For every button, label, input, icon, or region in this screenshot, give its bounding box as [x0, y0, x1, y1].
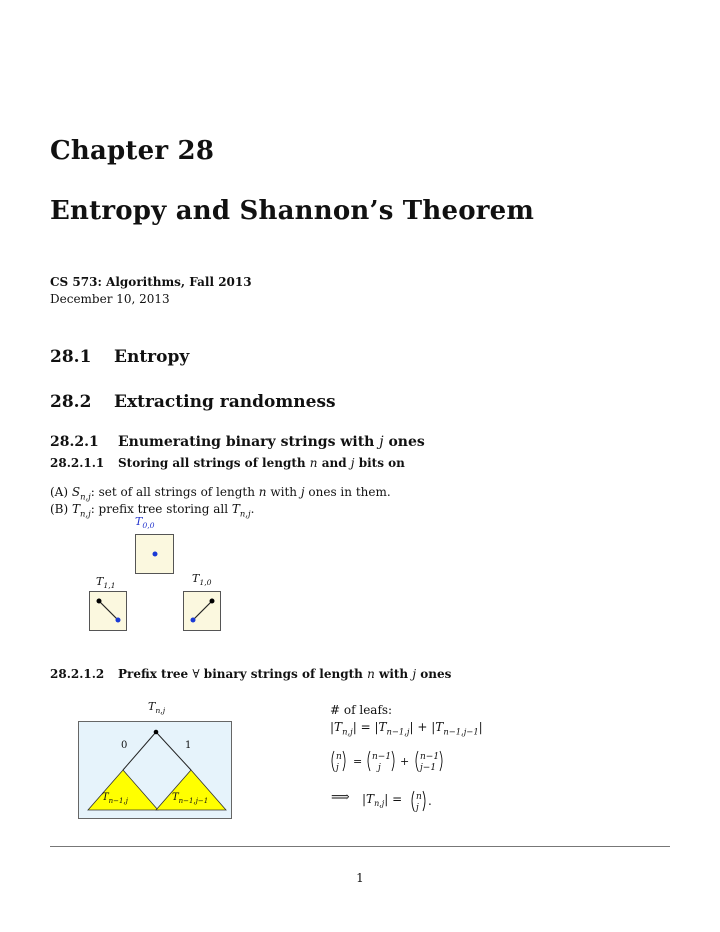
math-subscript: n,j [155, 706, 166, 716]
subtree-left-label [102, 792, 128, 805]
math-subscript: n,j [80, 508, 91, 519]
svg-text:.: . [428, 794, 432, 808]
edge-label-1: 1 [185, 740, 192, 751]
edge-label-0: 0 [121, 740, 128, 751]
page-number: 1 [356, 871, 364, 885]
math-var: T [192, 572, 200, 585]
tree-edge-0 [123, 732, 156, 770]
math-var: j [350, 456, 355, 470]
math-subscript: n,j [80, 491, 91, 502]
binomial-identity [330, 748, 460, 782]
section-number: 28.1 [50, 347, 92, 367]
heading-text: bits on [358, 456, 405, 470]
math-subscript: 0,0 [142, 521, 155, 531]
math-var: T [135, 515, 143, 528]
math-var: T [72, 502, 81, 516]
math-var: T [231, 502, 240, 516]
math-subscript: n−1,j−1 [178, 797, 209, 805]
math-var: T [96, 575, 104, 588]
svg-text:j: j [416, 803, 419, 813]
node-dot [97, 599, 102, 604]
heading-text: with [378, 667, 409, 681]
tree-label-t11 [96, 575, 116, 590]
svg-text:+: + [400, 755, 410, 768]
tree-label-t10 [192, 572, 212, 587]
math-var: j [412, 667, 417, 681]
tree-label-t00 [135, 515, 155, 530]
math-var: n [309, 456, 318, 470]
svg-text:n: n [336, 752, 342, 762]
math-subscript: 1,1 [103, 581, 116, 591]
math-var: n [367, 667, 375, 681]
footer-rule [50, 846, 670, 847]
chapter-label: Chapter 28 [50, 136, 215, 166]
tree-box-t11 [89, 591, 127, 631]
math-subscript: n−1,j [108, 797, 128, 805]
tree-edge [193, 601, 212, 620]
math-subscript: n,j [239, 508, 251, 519]
svg-text:n−1: n−1 [372, 752, 392, 762]
section-28-2 [50, 392, 336, 412]
prefix-tree-label [148, 700, 165, 715]
section-28-1 [50, 347, 189, 367]
node-dot [153, 552, 158, 557]
math-var: T [172, 792, 179, 803]
subsection-title-part: ones [388, 434, 425, 450]
section-title: Extracting randomness [114, 392, 336, 412]
list-text: : prefix tree storing all [90, 502, 229, 516]
list-item-a [50, 485, 391, 501]
heading-text: Prefix tree [118, 667, 189, 681]
math-subscript: 1,0 [199, 578, 212, 588]
node-dot [210, 599, 215, 604]
subsubsection-number: 28.2.1.1 [50, 456, 105, 470]
math-var: j [300, 485, 305, 499]
implies-symbol: ⟹ [331, 790, 350, 805]
subsubsection-28-2-1-1 [50, 456, 405, 470]
list-text: : set of all strings of length [90, 485, 255, 499]
subsubsection-number: 28.2.1.2 [50, 667, 105, 681]
math-symbol: ∀ [192, 667, 200, 681]
svg-text:=: = [353, 755, 363, 768]
tree-box-t00 [135, 534, 174, 574]
subsection-title-part: Enumerating binary strings with [118, 434, 375, 450]
list-marker: (A) [50, 485, 69, 499]
svg-text:j−1: j−1 [420, 763, 437, 773]
list-text: with [270, 485, 298, 499]
math-var: T [148, 700, 156, 713]
leafs-result [362, 787, 442, 819]
heading-text: and [321, 456, 347, 470]
heading-text: ones [420, 667, 452, 681]
course-date: December 10, 2013 [50, 292, 170, 306]
tree-box-t10 [183, 591, 221, 631]
section-number: 28.2 [50, 392, 92, 412]
node-dot [191, 618, 196, 623]
list-text: ones in them. [308, 485, 391, 499]
svg-text:j: j [378, 763, 381, 773]
tree-t10-graphic [184, 592, 220, 630]
tree-t11-graphic [90, 592, 126, 630]
chapter-title: Entropy and Shannon’s Theorem [50, 196, 535, 226]
course-name: CS 573: Algorithms, Fall 2013 [50, 275, 252, 289]
prefix-tree-panel [78, 721, 232, 819]
svg-text:|Tn,j| =: $|T_{n,j}|$ = [362, 792, 403, 808]
subtree-right-label [172, 792, 208, 805]
svg-text:n: n [416, 792, 422, 802]
section-title: Entropy [114, 347, 190, 367]
leafs-heading: # of leafs: [330, 703, 393, 717]
math-var: S [71, 485, 81, 499]
leafs-result-graphic [362, 787, 442, 815]
root-node [154, 730, 159, 735]
math-var: n [258, 485, 267, 499]
heading-text: binary strings of length [203, 667, 363, 681]
node-dot [116, 618, 121, 623]
svg-text:n−1: n−1 [420, 752, 440, 762]
subsection-28-2-1 [50, 434, 425, 450]
heading-text: Storing all strings of length [118, 456, 306, 470]
tree-t00-graphic [136, 535, 173, 573]
list-text: . [250, 502, 255, 516]
tree-edge-1 [156, 732, 191, 770]
svg-text:j: j [336, 763, 339, 773]
tree-edge [99, 601, 118, 620]
math-var: j [379, 434, 384, 450]
list-marker: (B) [50, 502, 69, 516]
subsubsection-28-2-1-2 [50, 667, 451, 681]
binomial-identity-graphic [330, 748, 460, 778]
math-var: T [102, 792, 109, 803]
leafs-recurrence: $|T_{n,j}| = |T_{n-1,j}| + |T_{n-1,j-1}|$ [330, 720, 483, 737]
subsection-number: 28.2.1 [50, 434, 99, 450]
